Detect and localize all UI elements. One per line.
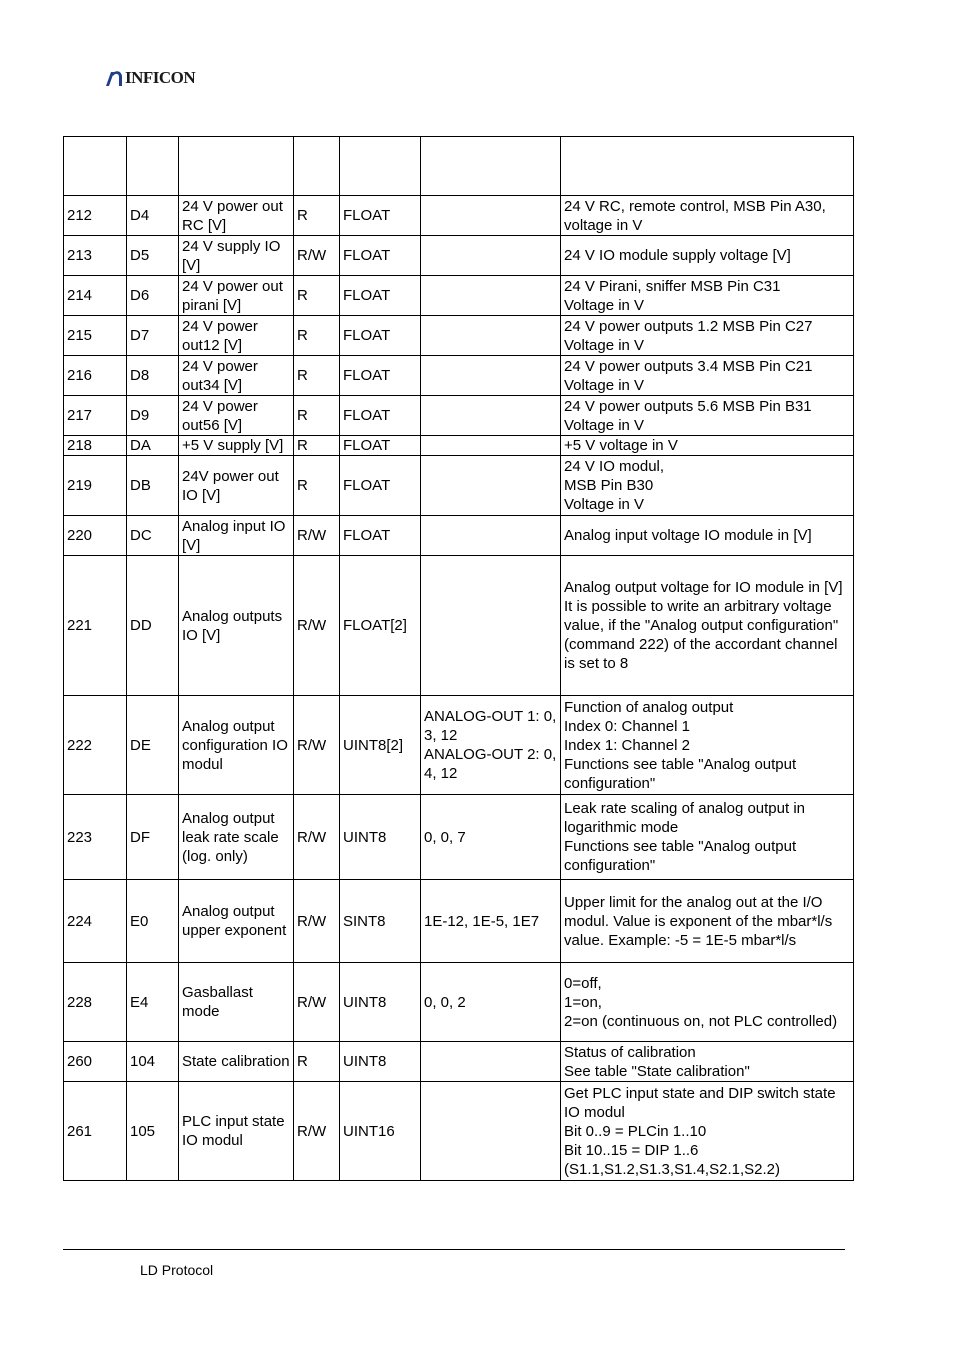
parameter-name-cell: Analog output leak rate scale (log. only) bbox=[179, 795, 294, 880]
parameter-name-cell: 24 V power out pirani [V] bbox=[179, 276, 294, 316]
access-cell: R/W bbox=[294, 516, 340, 556]
access-cell: R bbox=[294, 356, 340, 396]
description-cell: Status of calibration See table "State calibration" bbox=[561, 1042, 854, 1082]
data-type-cell: UINT8[2] bbox=[340, 696, 421, 795]
table-row bbox=[64, 236, 854, 276]
description-cell: Analog output voltage for IO module in [V] It is possible to write an arbitrary voltage value, if the "Analog output configuration" (command 222) of the accordant channel is set to 8 bbox=[561, 556, 854, 696]
register-table bbox=[63, 136, 854, 1181]
table-row bbox=[64, 396, 854, 436]
inficon-logo bbox=[104, 66, 195, 90]
data-type-cell: FLOAT bbox=[340, 356, 421, 396]
parameter-name-cell: Analog output configuration IO modul bbox=[179, 696, 294, 795]
table-row bbox=[64, 356, 854, 396]
data-type-cell: FLOAT bbox=[340, 276, 421, 316]
footer-rule bbox=[63, 1249, 845, 1250]
description-cell: Function of analog output Index 0: Channel 1 Index 1: Channel 2 Functions see table "Analog output configuration" bbox=[561, 696, 854, 795]
table-header-row bbox=[64, 137, 854, 196]
description-cell: 24 V power outputs 3.4 MSB Pin C21 Voltage in V bbox=[561, 356, 854, 396]
value-range-cell bbox=[421, 276, 561, 316]
parameter-name-cell: Gasballast mode bbox=[179, 963, 294, 1042]
access-cell: R bbox=[294, 1042, 340, 1082]
command-hex-cell: DD bbox=[127, 556, 179, 696]
data-type-cell: UINT8 bbox=[340, 795, 421, 880]
access-cell: R/W bbox=[294, 236, 340, 276]
table-row bbox=[64, 795, 854, 880]
table-row bbox=[64, 196, 854, 236]
data-type-cell: FLOAT bbox=[340, 196, 421, 236]
value-range-cell bbox=[421, 196, 561, 236]
command-number-cell: 221 bbox=[64, 556, 127, 696]
access-cell: R/W bbox=[294, 963, 340, 1042]
description-cell: 24 V Pirani, sniffer MSB Pin C31 Voltage in V bbox=[561, 276, 854, 316]
value-range-cell bbox=[421, 436, 561, 456]
brand-name: INFICON bbox=[125, 68, 196, 87]
value-range-cell: 0, 0, 7 bbox=[421, 795, 561, 880]
parameter-name-cell: Analog output upper exponent bbox=[179, 880, 294, 963]
description-cell: 24 V power outputs 1.2 MSB Pin C27 Voltage in V bbox=[561, 316, 854, 356]
value-range-cell: 1E-12, 1E-5, 1E7 bbox=[421, 880, 561, 963]
table-row bbox=[64, 1042, 854, 1082]
parameter-name-cell: 24 V power out RC [V] bbox=[179, 196, 294, 236]
parameter-name-cell: PLC input state IO modul bbox=[179, 1082, 294, 1181]
command-number-cell: 228 bbox=[64, 963, 127, 1042]
table-row bbox=[64, 696, 854, 795]
access-cell bbox=[294, 137, 340, 196]
value-range-cell bbox=[421, 236, 561, 276]
data-type-cell: FLOAT bbox=[340, 236, 421, 276]
command-number-cell: 219 bbox=[64, 456, 127, 516]
access-cell: R/W bbox=[294, 556, 340, 696]
command-hex-cell: D7 bbox=[127, 316, 179, 356]
command-hex-cell: D5 bbox=[127, 236, 179, 276]
description-cell: Get PLC input state and DIP switch state IO modul Bit 0..9 = PLCin 1..10 Bit 10..15 = DIP 1..6 (S1.1,S1.2,S1.3,S1.4,S2.1,S2.2) bbox=[561, 1082, 854, 1181]
parameter-name-cell bbox=[179, 137, 294, 196]
description-cell bbox=[561, 137, 854, 196]
value-range-cell bbox=[421, 137, 561, 196]
description-cell: +5 V voltage in V bbox=[561, 436, 854, 456]
description-cell: 24 V power outputs 5.6 MSB Pin B31 Voltage in V bbox=[561, 396, 854, 436]
value-range-cell bbox=[421, 516, 561, 556]
command-number-cell: 214 bbox=[64, 276, 127, 316]
data-type-cell: FLOAT bbox=[340, 456, 421, 516]
command-hex-cell bbox=[127, 137, 179, 196]
table-row bbox=[64, 516, 854, 556]
command-hex-cell: D4 bbox=[127, 196, 179, 236]
table-row bbox=[64, 1082, 854, 1181]
access-cell: R/W bbox=[294, 795, 340, 880]
inficon-mark-icon bbox=[104, 68, 124, 88]
value-range-cell bbox=[421, 1082, 561, 1181]
parameter-name-cell: 24 V power out12 [V] bbox=[179, 316, 294, 356]
parameter-name-cell: State calibration bbox=[179, 1042, 294, 1082]
description-cell: 0=off, 1=on, 2=on (continuous on, not PLC controlled) bbox=[561, 963, 854, 1042]
data-type-cell: FLOAT bbox=[340, 516, 421, 556]
access-cell: R bbox=[294, 436, 340, 456]
command-hex-cell: E4 bbox=[127, 963, 179, 1042]
description-cell: 24 V IO module supply voltage [V] bbox=[561, 236, 854, 276]
access-cell: R/W bbox=[294, 880, 340, 963]
command-number-cell: 223 bbox=[64, 795, 127, 880]
command-hex-cell: DB bbox=[127, 456, 179, 516]
value-range-cell bbox=[421, 316, 561, 356]
data-type-cell: UINT8 bbox=[340, 963, 421, 1042]
command-number-cell: 215 bbox=[64, 316, 127, 356]
access-cell: R bbox=[294, 196, 340, 236]
command-number-cell: 217 bbox=[64, 396, 127, 436]
value-range-cell bbox=[421, 356, 561, 396]
command-number-cell: 261 bbox=[64, 1082, 127, 1181]
command-hex-cell: D8 bbox=[127, 356, 179, 396]
description-cell: Analog input voltage IO module in [V] bbox=[561, 516, 854, 556]
access-cell: R bbox=[294, 456, 340, 516]
command-number-cell: 218 bbox=[64, 436, 127, 456]
command-number-cell: 213 bbox=[64, 236, 127, 276]
data-type-cell: FLOAT[2] bbox=[340, 556, 421, 696]
command-hex-cell: D9 bbox=[127, 396, 179, 436]
footer-doc-title: LD Protocol bbox=[140, 1262, 214, 1278]
access-cell: R bbox=[294, 316, 340, 356]
access-cell: R bbox=[294, 396, 340, 436]
data-type-cell: SINT8 bbox=[340, 880, 421, 963]
data-type-cell: FLOAT bbox=[340, 316, 421, 356]
data-type-cell: FLOAT bbox=[340, 436, 421, 456]
access-cell: R/W bbox=[294, 696, 340, 795]
description-cell: Leak rate scaling of analog output in logarithmic mode Functions see table "Analog output configuration" bbox=[561, 795, 854, 880]
table-row bbox=[64, 316, 854, 356]
command-number-cell: 224 bbox=[64, 880, 127, 963]
value-range-cell bbox=[421, 1042, 561, 1082]
command-number-cell bbox=[64, 137, 127, 196]
command-number-cell: 260 bbox=[64, 1042, 127, 1082]
value-range-cell bbox=[421, 556, 561, 696]
command-number-cell: 220 bbox=[64, 516, 127, 556]
data-type-cell: UINT16 bbox=[340, 1082, 421, 1181]
value-range-cell: 0, 0, 2 bbox=[421, 963, 561, 1042]
data-type-cell bbox=[340, 137, 421, 196]
access-cell: R/W bbox=[294, 1082, 340, 1181]
command-hex-cell: E0 bbox=[127, 880, 179, 963]
parameter-name-cell: Analog input IO [V] bbox=[179, 516, 294, 556]
value-range-cell: ANALOG-OUT 1: 0, 3, 12 ANALOG-OUT 2: 0, 4, 12 bbox=[421, 696, 561, 795]
value-range-cell bbox=[421, 396, 561, 436]
command-number-cell: 216 bbox=[64, 356, 127, 396]
table-row bbox=[64, 456, 854, 516]
data-type-cell: FLOAT bbox=[340, 396, 421, 436]
command-number-cell: 222 bbox=[64, 696, 127, 795]
data-type-cell: UINT8 bbox=[340, 1042, 421, 1082]
description-cell: Upper limit for the analog out at the I/O modul. Value is exponent of the mbar*l/s value. Example: -5 = 1E-5 mbar*l/s bbox=[561, 880, 854, 963]
parameter-name-cell: 24V power out IO [V] bbox=[179, 456, 294, 516]
table-row bbox=[64, 963, 854, 1042]
table-row bbox=[64, 880, 854, 963]
command-hex-cell: DE bbox=[127, 696, 179, 795]
command-hex-cell: DA bbox=[127, 436, 179, 456]
parameter-name-cell: 24 V power out34 [V] bbox=[179, 356, 294, 396]
parameter-name-cell: 24 V power out56 [V] bbox=[179, 396, 294, 436]
description-cell: 24 V IO modul, MSB Pin B30 Voltage in V bbox=[561, 456, 854, 516]
parameter-name-cell: +5 V supply [V] bbox=[179, 436, 294, 456]
access-cell: R bbox=[294, 276, 340, 316]
command-hex-cell: D6 bbox=[127, 276, 179, 316]
parameter-name-cell: 24 V supply IO [V] bbox=[179, 236, 294, 276]
command-hex-cell: DF bbox=[127, 795, 179, 880]
table-row bbox=[64, 436, 854, 456]
command-hex-cell: 105 bbox=[127, 1082, 179, 1181]
command-hex-cell: DC bbox=[127, 516, 179, 556]
command-number-cell: 212 bbox=[64, 196, 127, 236]
table-row bbox=[64, 276, 854, 316]
command-hex-cell: 104 bbox=[127, 1042, 179, 1082]
value-range-cell bbox=[421, 456, 561, 516]
table-row bbox=[64, 556, 854, 696]
description-cell: 24 V RC, remote control, MSB Pin A30, voltage in V bbox=[561, 196, 854, 236]
parameter-name-cell: Analog outputs IO [V] bbox=[179, 556, 294, 696]
